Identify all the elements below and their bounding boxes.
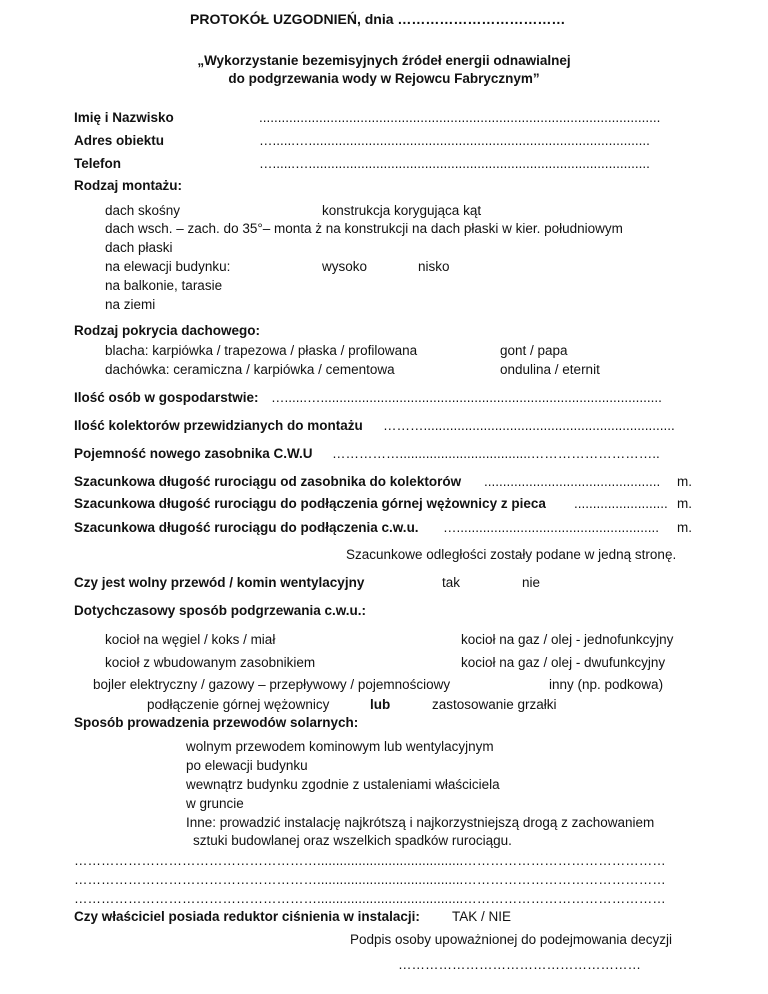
option-facade[interactable]: na elewacji budynku: <box>105 259 231 274</box>
project-title-line-1: „Wykorzystanie bezemisyjnych źródeł energii odnawialnej <box>197 53 571 68</box>
reducer-answer[interactable]: TAK / NIE <box>452 909 512 924</box>
signature-label: Podpis osoby upoważnionej do podejmowania decyzji <box>350 932 672 947</box>
option-shingle[interactable]: gont / papa <box>500 343 568 358</box>
reducer-question: Czy właściciel posiada reduktor ciśnienia w instalacji: <box>74 909 420 924</box>
option-sheet-metal[interactable]: blacha: karpiówka / trapezowa / płaska / profilowana <box>105 343 418 358</box>
address-label: Adres obiektu <box>74 133 165 148</box>
mounting-heading: Rodzaj montażu: <box>74 178 182 193</box>
or-label: lub <box>370 697 391 712</box>
chimney-yes[interactable]: tak <box>442 575 461 590</box>
pipe-cwu-label: Szacunkowa długość rurociągu do podłączenia c.w.u. <box>74 520 419 535</box>
heating-heading: Dotychczasowy sposób podgrzewania c.w.u.: <box>74 603 367 618</box>
collectors-count-label: Ilość kolektorów przewidzianych do montażu <box>74 418 363 433</box>
option-balcony[interactable]: na balkonie, tarasie <box>105 278 223 293</box>
tank-capacity-label: Pojemność nowego zasobnika C.W.U <box>74 446 313 461</box>
routing-heading: Sposób prowadzenia przewodów solarnych: <box>74 715 359 730</box>
persons-field[interactable]: …......…........................................................................................... <box>271 390 662 405</box>
pipe-furnace-label: Szacunkowa długość rurociągu do podłączenia górnej wężownicy z pieca <box>74 496 546 511</box>
option-boiler-with-tank[interactable]: kocioł z wbudowanym zasobnikiem <box>105 655 316 670</box>
phone-field[interactable]: …......…........................................................................................... <box>259 156 650 171</box>
address-field[interactable]: …......…........................................................................................... <box>259 133 650 148</box>
option-angle-correction[interactable]: konstrukcja korygująca kąt <box>322 203 482 218</box>
option-east-west-roof[interactable]: dach wsch. – zach. do 35°– monta ż na konstrukcji na dach płaski w kier. południowym <box>105 221 623 236</box>
option-in-ground[interactable]: w gruncie <box>186 796 244 811</box>
pipe-cwu-field[interactable]: …...................................................... <box>443 520 660 535</box>
name-label: Imię i Nazwisko <box>74 110 174 125</box>
option-coal-boiler[interactable]: kocioł na węgiel / koks / miał <box>105 632 276 647</box>
pipe-collectors-field[interactable]: ............................................... <box>484 474 661 489</box>
option-coil-connection[interactable]: podłączenie górnej wężownicy <box>147 697 330 712</box>
option-gas-dual[interactable]: kocioł na gaz / olej - dwufunkcyjny <box>461 655 666 670</box>
option-flat-roof[interactable]: dach płaski <box>105 240 173 255</box>
name-field[interactable]: ........................................................................................................... <box>259 110 661 125</box>
blank-line-3[interactable]: ……………………………………………….......................................……………………………………… <box>74 891 666 906</box>
option-facade-low[interactable]: nisko <box>418 259 450 274</box>
option-other-routing-cont: sztuki budowlanej oraz wszelkich spadków rurociągu. <box>193 833 512 848</box>
chimney-question: Czy jest wolny przewód / komin wentylacyjny <box>74 575 365 590</box>
option-electric-boiler[interactable]: bojler elektryczny / gazowy – przepływowy / pojemnościowy <box>93 677 451 692</box>
option-facade-high[interactable]: wysoko <box>322 259 368 274</box>
document-title: PROTOKÓŁ UZGODNIEŃ, dnia ……………………………… <box>190 11 566 27</box>
pipe-cwu-unit: m. <box>677 520 692 535</box>
option-inside-building[interactable]: wewnątrz budynku zgodnie z ustaleniami właściciela <box>186 777 500 792</box>
project-title-line-2: do podgrzewania wody w Rejowcu Fabrycznym” <box>228 71 540 86</box>
phone-label: Telefon <box>74 156 121 171</box>
chimney-no[interactable]: nie <box>522 575 541 590</box>
pipe-furnace-unit: m. <box>677 496 692 511</box>
option-other-heating[interactable]: inny (np. podkowa) <box>549 677 664 692</box>
pipe-collectors-unit: m. <box>677 474 692 489</box>
distance-note: Szacunkowe odległości zostały podane w jedną stronę. <box>346 547 677 562</box>
tank-capacity-field[interactable]: ……………...................................……………………….. <box>332 446 660 461</box>
signature-field[interactable]: ……………………………………………… <box>398 957 641 972</box>
persons-label: Ilość osób w gospodarstwie: <box>74 390 259 405</box>
option-other-routing[interactable]: Inne: prowadzić instalację najkrótszą i najkorzystniejszą drogą z zachowaniem <box>186 815 655 830</box>
option-gas-single[interactable]: kocioł na gaz / olej - jednofunkcyjny <box>461 632 674 647</box>
blank-line-1[interactable]: ……………………………………………….......................................……………………………………… <box>74 853 666 868</box>
roofing-heading: Rodzaj pokrycia dachowego: <box>74 323 261 338</box>
blank-line-2[interactable]: ……………………………………………….......................................……………………………………… <box>74 872 666 887</box>
option-ondulina[interactable]: ondulina / eternit <box>500 362 600 377</box>
option-heater[interactable]: zastosowanie grzałki <box>432 697 557 712</box>
pipe-collectors-label: Szacunkowa długość rurociągu od zasobnika do kolektorów <box>74 474 462 489</box>
option-roof-sloped[interactable]: dach skośny <box>105 203 181 218</box>
option-roof-tile[interactable]: dachówka: ceramiczna / karpiówka / cementowa <box>105 362 395 377</box>
option-ground[interactable]: na ziemi <box>105 297 156 312</box>
option-along-facade[interactable]: po elewacji budynku <box>186 758 308 773</box>
option-chimney-duct[interactable]: wolnym przewodem kominowym lub wentylacyjnym <box>186 739 494 754</box>
pipe-furnace-field[interactable]: ......................... <box>574 496 668 511</box>
collectors-count-field[interactable]: ………................................................................... <box>383 418 675 433</box>
